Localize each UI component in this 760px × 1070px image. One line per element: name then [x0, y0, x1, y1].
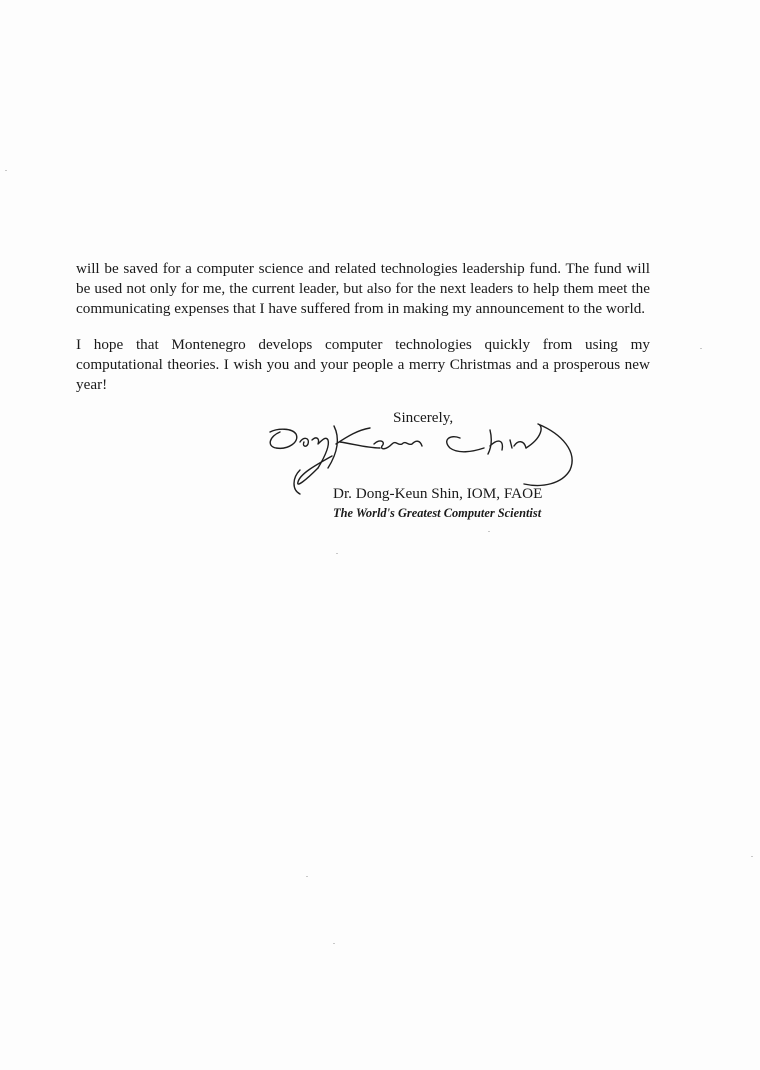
body-paragraph-2: I hope that Montenegro develops computer technologies quickly from using my computational theories. I wish you and your people a merry Christmas and a prosperous new year!	[76, 336, 650, 393]
signer-title: The World's Greatest Computer Scientist	[333, 506, 542, 520]
scan-speck	[5, 170, 7, 171]
scan-speck	[306, 876, 308, 877]
body-paragraph-1: will be saved for a computer science and related technologies leadership fund. The fund will be used not only for me, the current leader, but also for the next leaders to help them meet the communicating expenses that I have suffered from in making my announcement to the world.	[76, 260, 650, 317]
closing-salutation: Sincerely,	[393, 409, 454, 426]
scan-speck	[488, 531, 490, 532]
scan-speck	[336, 553, 338, 554]
scan-speck	[700, 348, 702, 349]
scan-speck	[751, 856, 753, 857]
scan-speck	[333, 943, 335, 944]
signer-name: Dr. Dong-Keun Shin, IOM, FAOE	[333, 485, 543, 502]
